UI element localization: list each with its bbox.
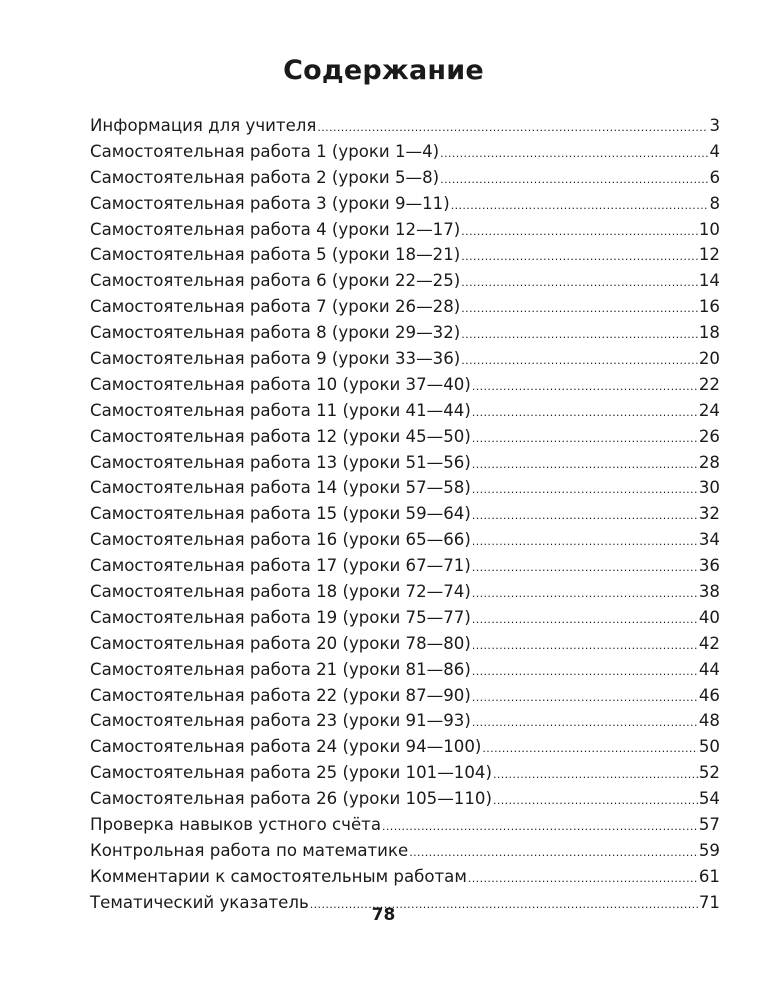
toc-dot-leader bbox=[472, 426, 698, 452]
toc-entry-page: 18 bbox=[698, 323, 720, 343]
page-title: Содержание bbox=[283, 55, 484, 86]
toc-entry bbox=[90, 372, 720, 398]
toc-entry-page: 46 bbox=[698, 685, 720, 705]
toc-entry-page: 59 bbox=[698, 840, 720, 860]
toc-entry-page: 40 bbox=[698, 607, 720, 627]
toc-entry bbox=[90, 424, 720, 450]
toc-entry bbox=[90, 657, 720, 683]
toc-entry-page: 20 bbox=[698, 349, 720, 369]
toc-entry-title: Самостоятельная работа 3 (уроки 9—11) bbox=[90, 193, 450, 213]
toc-entry-title: Самостоятельная работа 24 (уроки 94—100) bbox=[90, 737, 482, 757]
toc-entry-page: 34 bbox=[698, 530, 720, 550]
toc-dot-leader bbox=[382, 814, 698, 840]
toc-dot-leader bbox=[472, 581, 698, 607]
toc-dot-leader bbox=[461, 270, 698, 296]
toc-entry-title: Самостоятельная работа 15 (уроки 59—64) bbox=[90, 504, 471, 524]
toc-entry-title: Самостоятельная работа 21 (уроки 81—86) bbox=[90, 659, 471, 679]
toc-entry-page: 36 bbox=[698, 556, 720, 576]
toc-entry bbox=[90, 786, 720, 812]
toc-dot-leader bbox=[409, 840, 698, 866]
toc-entry-page: 52 bbox=[698, 763, 720, 783]
toc-entry-page: 14 bbox=[698, 271, 720, 291]
toc-entry bbox=[90, 864, 720, 890]
toc-entry-page: 50 bbox=[698, 737, 720, 757]
toc-entry-page: 48 bbox=[698, 711, 720, 731]
toc-dot-leader bbox=[472, 685, 698, 711]
toc-entry-title: Самостоятельная работа 19 (уроки 75—77) bbox=[90, 607, 471, 627]
toc-entry-page: 54 bbox=[698, 789, 720, 809]
toc-dot-leader bbox=[440, 167, 708, 193]
toc-entry-page: 28 bbox=[698, 452, 720, 472]
toc-entry-page: 44 bbox=[698, 659, 720, 679]
toc-dot-leader bbox=[472, 607, 698, 633]
toc-entry bbox=[90, 605, 720, 631]
toc-entry-title: Самостоятельная работа 2 (уроки 5—8) bbox=[90, 167, 440, 187]
toc-entry-page: 71 bbox=[698, 892, 720, 912]
toc-entry bbox=[90, 579, 720, 605]
toc-dot-leader bbox=[472, 555, 698, 581]
toc-entry-title: Самостоятельная работа 23 (уроки 91—93) bbox=[90, 711, 471, 731]
toc-entry-title: Самостоятельная работа 10 (уроки 37—40) bbox=[90, 374, 471, 394]
toc-entry-title: Самостоятельная работа 8 (уроки 29—32) bbox=[90, 323, 461, 343]
toc-entry bbox=[90, 217, 720, 243]
toc-dot-leader bbox=[451, 193, 709, 219]
toc-dot-leader bbox=[461, 322, 698, 348]
toc-entry-title: Проверка навыков устного счёта bbox=[90, 815, 382, 835]
toc-dot-leader bbox=[317, 115, 708, 141]
toc-entry bbox=[90, 450, 720, 476]
toc-entry bbox=[90, 708, 720, 734]
toc-entry-title: Комментарии к самостоятельным работам bbox=[90, 866, 467, 886]
toc-dot-leader bbox=[472, 529, 698, 555]
toc-entry-title: Самостоятельная работа 17 (уроки 67—71) bbox=[90, 556, 471, 576]
toc-entry bbox=[90, 734, 720, 760]
toc-entry bbox=[90, 812, 720, 838]
toc-entry-page: 42 bbox=[698, 633, 720, 653]
toc-dot-leader bbox=[472, 503, 698, 529]
toc-entry-page: 32 bbox=[698, 504, 720, 524]
toc-entry bbox=[90, 294, 720, 320]
toc-dot-leader bbox=[472, 710, 698, 736]
toc-entry bbox=[90, 139, 720, 165]
toc-entry-page: 22 bbox=[698, 374, 720, 394]
toc-entry-title: Самостоятельная работа 7 (уроки 26—28) bbox=[90, 297, 461, 317]
toc-entry-title: Контрольная работа по математике bbox=[90, 840, 409, 860]
toc-entry-title: Самостоятельная работа 4 (уроки 12—17) bbox=[90, 219, 461, 239]
toc-entry bbox=[90, 242, 720, 268]
toc-dot-leader bbox=[472, 477, 698, 503]
toc-dot-leader bbox=[440, 141, 708, 167]
toc-entry bbox=[90, 113, 720, 139]
toc-dot-leader bbox=[493, 762, 698, 788]
table-of-contents bbox=[90, 113, 720, 916]
toc-entry-page: 38 bbox=[698, 582, 720, 602]
toc-entry bbox=[90, 398, 720, 424]
toc-entry-title: Самостоятельная работа 16 (уроки 65—66) bbox=[90, 530, 471, 550]
toc-entry-page: 12 bbox=[698, 245, 720, 265]
toc-entry-title: Самостоятельная работа 11 (уроки 41—44) bbox=[90, 400, 471, 420]
toc-entry-page: 6 bbox=[709, 167, 720, 187]
page-number: 78 bbox=[371, 905, 396, 925]
toc-entry-title: Самостоятельная работа 13 (уроки 51—56) bbox=[90, 452, 471, 472]
toc-dot-leader bbox=[461, 244, 698, 270]
toc-entry-title: Самостоятельная работа 9 (уроки 33—36) bbox=[90, 349, 461, 369]
toc-entry-title: Самостоятельная работа 26 (уроки 105—110) bbox=[90, 789, 492, 809]
toc-dot-leader bbox=[461, 219, 698, 245]
toc-entry-page: 4 bbox=[709, 141, 720, 161]
toc-entry bbox=[90, 683, 720, 709]
toc-entry bbox=[90, 527, 720, 553]
toc-entry-title: Самостоятельная работа 18 (уроки 72—74) bbox=[90, 582, 471, 602]
toc-dot-leader bbox=[461, 296, 698, 322]
toc-entry-page: 3 bbox=[709, 116, 720, 135]
toc-dot-leader bbox=[472, 374, 698, 400]
toc-entry bbox=[90, 165, 720, 191]
toc-entry bbox=[90, 553, 720, 579]
toc-entry-title: Самостоятельная работа 6 (уроки 22—25) bbox=[90, 271, 461, 291]
toc-entry-page: 57 bbox=[698, 815, 720, 835]
toc-entry-title: Информация для учителя bbox=[90, 116, 317, 135]
toc-entry-title: Самостоятельная работа 12 (уроки 45—50) bbox=[90, 426, 471, 446]
toc-dot-leader bbox=[472, 633, 698, 659]
toc-dot-leader bbox=[461, 348, 698, 374]
toc-entry-title: Самостоятельная работа 14 (уроки 57—58) bbox=[90, 478, 471, 498]
toc-entry bbox=[90, 631, 720, 657]
toc-dot-leader bbox=[472, 452, 698, 478]
toc-entry-page: 61 bbox=[698, 866, 720, 886]
toc-dot-leader bbox=[468, 866, 698, 892]
toc-entry-title: Самостоятельная работа 25 (уроки 101—104) bbox=[90, 763, 492, 783]
toc-dot-leader bbox=[493, 788, 698, 814]
toc-dot-leader bbox=[472, 659, 698, 685]
toc-entry-title: Самостоятельная работа 22 (уроки 87—90) bbox=[90, 685, 471, 705]
toc-entry bbox=[90, 838, 720, 864]
toc-dot-leader bbox=[472, 400, 698, 426]
toc-entry-title: Самостоятельная работа 5 (уроки 18—21) bbox=[90, 245, 461, 265]
toc-dot-leader bbox=[482, 736, 697, 762]
toc-entry bbox=[90, 475, 720, 501]
toc-entry bbox=[90, 191, 720, 217]
toc-entry bbox=[90, 268, 720, 294]
toc-entry-title: Самостоятельная работа 20 (уроки 78—80) bbox=[90, 633, 471, 653]
toc-entry bbox=[90, 501, 720, 527]
toc-entry-page: 16 bbox=[698, 297, 720, 317]
toc-entry bbox=[90, 760, 720, 786]
toc-entry-page: 24 bbox=[698, 400, 720, 420]
toc-entry-page: 26 bbox=[698, 426, 720, 446]
toc-entry bbox=[90, 320, 720, 346]
toc-entry-page: 30 bbox=[698, 478, 720, 498]
toc-entry-page: 8 bbox=[709, 193, 720, 213]
toc-entry bbox=[90, 346, 720, 372]
toc-entry-page: 10 bbox=[698, 219, 720, 239]
toc-entry-title: Самостоятельная работа 1 (уроки 1—4) bbox=[90, 141, 440, 161]
toc-entry-title: Тематический указатель bbox=[90, 892, 309, 912]
